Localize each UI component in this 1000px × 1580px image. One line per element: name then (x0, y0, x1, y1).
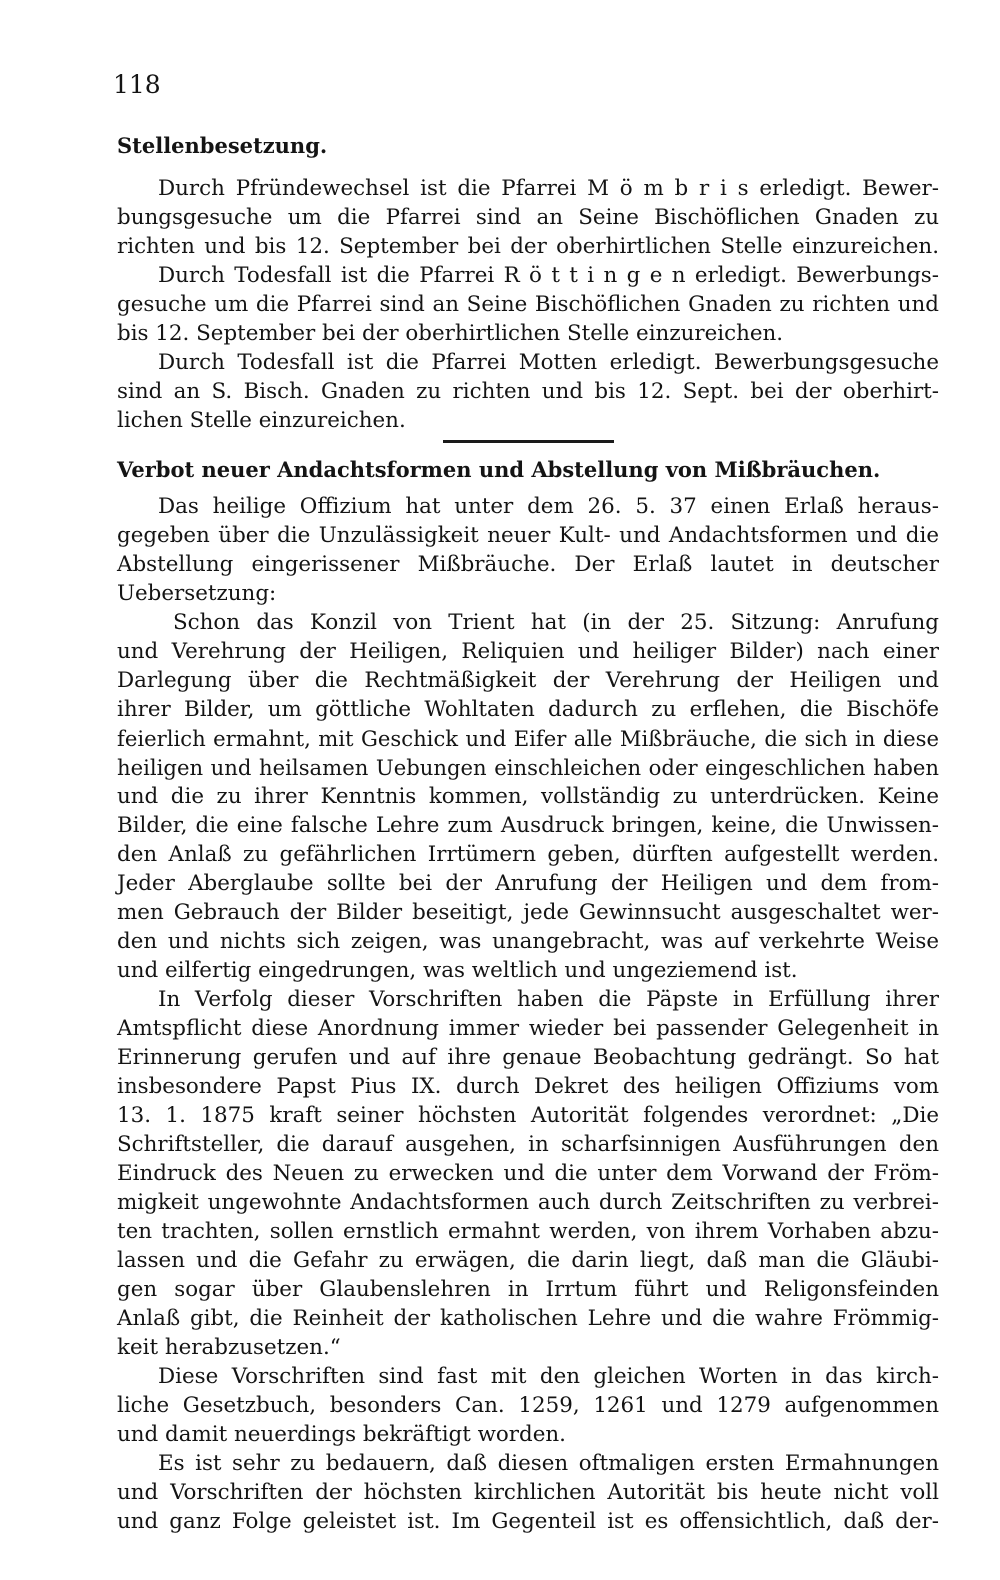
text-line: ihrer Bilder, um göttliche Wohltaten dadurch zu erflehen, die Bischöfe (117, 697, 939, 722)
text-line: In Verfolg dieser Vorschriften haben die Päpste in Erfüllung ihrer (158, 987, 939, 1012)
text-line: bis 12. September bei der oberhirtlichen Stelle einzureichen. (117, 321, 784, 346)
text-line: feierlich ermahnt, mit Geschick und Eifer alle Mißbräuche, die sich in diese (117, 726, 939, 751)
text-line: und eilfertig eingedrungen, was weltlich und ungeziemend ist. (117, 958, 798, 983)
text-line: migkeit ungewohnte Andachtsformen auch durch Zeitschriften zu verbrei- (117, 1190, 939, 1215)
section-heading-stellenbesetzung: Stellenbesetzung. (117, 133, 328, 158)
text-line: sind an S. Bisch. Gnaden zu richten und bis 12. Sept. bei der oberhirt- (117, 379, 939, 404)
text-line: und ganz Folge geleistet ist. Im Gegenteil ist es offensichtlich, daß der- (117, 1509, 939, 1534)
text-line: lassen und die Gefahr zu erwägen, die darin liegt, daß man die Gläubi- (117, 1248, 939, 1273)
text-line: Anlaß gibt, die Reinheit der katholischen Lehre und die wahre Frömmig- (117, 1306, 939, 1331)
text-line: und damit neuerdings bekräftigt worden. (117, 1422, 566, 1447)
text-line: gen sogar über Glaubenslehren in Irrtum führt und Religonsfeinden (117, 1277, 939, 1302)
text-line: Abstellung eingerissener Mißbräuche. Der Erlaß lautet in deutscher (117, 552, 939, 577)
text-line: Eindruck des Neuen zu erwecken und die unter dem Vorwand der Fröm- (117, 1161, 939, 1186)
text-line: und Vorschriften der höchsten kirchlichen Autorität bis heute nicht voll (117, 1480, 939, 1505)
text-line: gegeben über die Unzulässigkeit neuer Kult- und Andachtsformen und die (117, 523, 939, 548)
section-body-verbot (117, 492, 939, 1536)
text-line: Diese Vorschriften sind fast mit den gleichen Worten in das kirch- (158, 1364, 939, 1389)
text-line: keit herabzusetzen.“ (117, 1335, 341, 1360)
text-line: Durch Todesfall ist die Pfarrei R ö t t i n g e n erledigt. Bewerbungs- (158, 263, 939, 288)
text-line: Uebersetzung: (117, 581, 277, 606)
section-body-stellenbesetzung (117, 174, 939, 435)
text-line: den Anlaß zu gefährlichen Irrtümern geben, dürften aufgestellt werden. (117, 842, 939, 867)
text-line: Durch Todesfall ist die Pfarrei Motten erledigt. Bewerbungsgesuche (158, 350, 939, 375)
text-line: bungsgesuche um die Pfarrei sind an Seine Bischöflichen Gnaden zu (117, 205, 939, 230)
text-line: Es ist sehr zu bedauern, daß diesen oftmaligen ersten Ermahnungen (158, 1451, 939, 1476)
text-line: Amtspflicht diese Anordnung immer wieder bei passender Gelegenheit in (117, 1016, 939, 1041)
section-divider (443, 440, 614, 443)
text-line: Schon das Konzil von Trient hat (in der 25. Sitzung: Anrufung (173, 610, 939, 635)
text-line: Bilder, die eine falsche Lehre zum Ausdruck bringen, keine, die Unwissen- (117, 813, 939, 838)
text-line: Erinnerung gerufen und auf ihre genaue Beobachtung gedrängt. So hat (117, 1045, 939, 1070)
text-line: Schriftsteller, die darauf ausgehen, in scharfsinnigen Ausführungen den (117, 1132, 939, 1157)
text-line: ten trachten, sollen ernstlich ermahnt werden, von ihrem Vorhaben abzu- (117, 1219, 939, 1244)
section-heading-verbot: Verbot neuer Andachtsformen und Abstellung von Mißbräuchen. (117, 457, 881, 482)
text-line: Durch Pfründewechsel ist die Pfarrei M ö m b r i s erledigt. Bewer- (158, 176, 939, 201)
text-line: men Gebrauch der Bilder beseitigt, jede Gewinnsucht ausgeschaltet wer- (117, 900, 939, 925)
text-line: Jeder Aberglaube sollte bei der Anrufung der Heiligen und dem from- (117, 871, 939, 896)
text-line: den und nichts sich zeigen, was unangebracht, was auf verkehrte Weise (117, 929, 939, 954)
text-line: Das heilige Offizium hat unter dem 26. 5. 37 einen Erlaß heraus- (158, 494, 939, 519)
text-line: und Verehrung der Heiligen, Reliquien und heiliger Bilder) nach einer (117, 639, 939, 664)
text-line: richten und bis 12. September bei der oberhirtlichen Stelle einzureichen. (117, 234, 939, 259)
text-line: insbesondere Papst Pius IX. durch Dekret des heiligen Offiziums vom (117, 1074, 939, 1099)
text-line: gesuche um die Pfarrei sind an Seine Bischöflichen Gnaden zu richten und (117, 292, 939, 317)
page-number: 118 (113, 70, 161, 99)
text-line: Darlegung über die Rechtmäßigkeit der Verehrung der Heiligen und (117, 668, 939, 693)
text-line: liche Gesetzbuch, besonders Can. 1259, 1261 und 1279 aufgenommen (117, 1393, 939, 1418)
text-line: 13. 1. 1875 kraft seiner höchsten Autorität folgendes verordnet: „Die (117, 1103, 939, 1128)
text-line: lichen Stelle einzureichen. (117, 408, 406, 433)
text-line: heiligen und heilsamen Uebungen einschleichen oder eingeschlichen haben (117, 755, 939, 780)
text-line: und die zu ihrer Kenntnis kommen, vollständig zu unterdrücken. Keine (117, 784, 939, 809)
